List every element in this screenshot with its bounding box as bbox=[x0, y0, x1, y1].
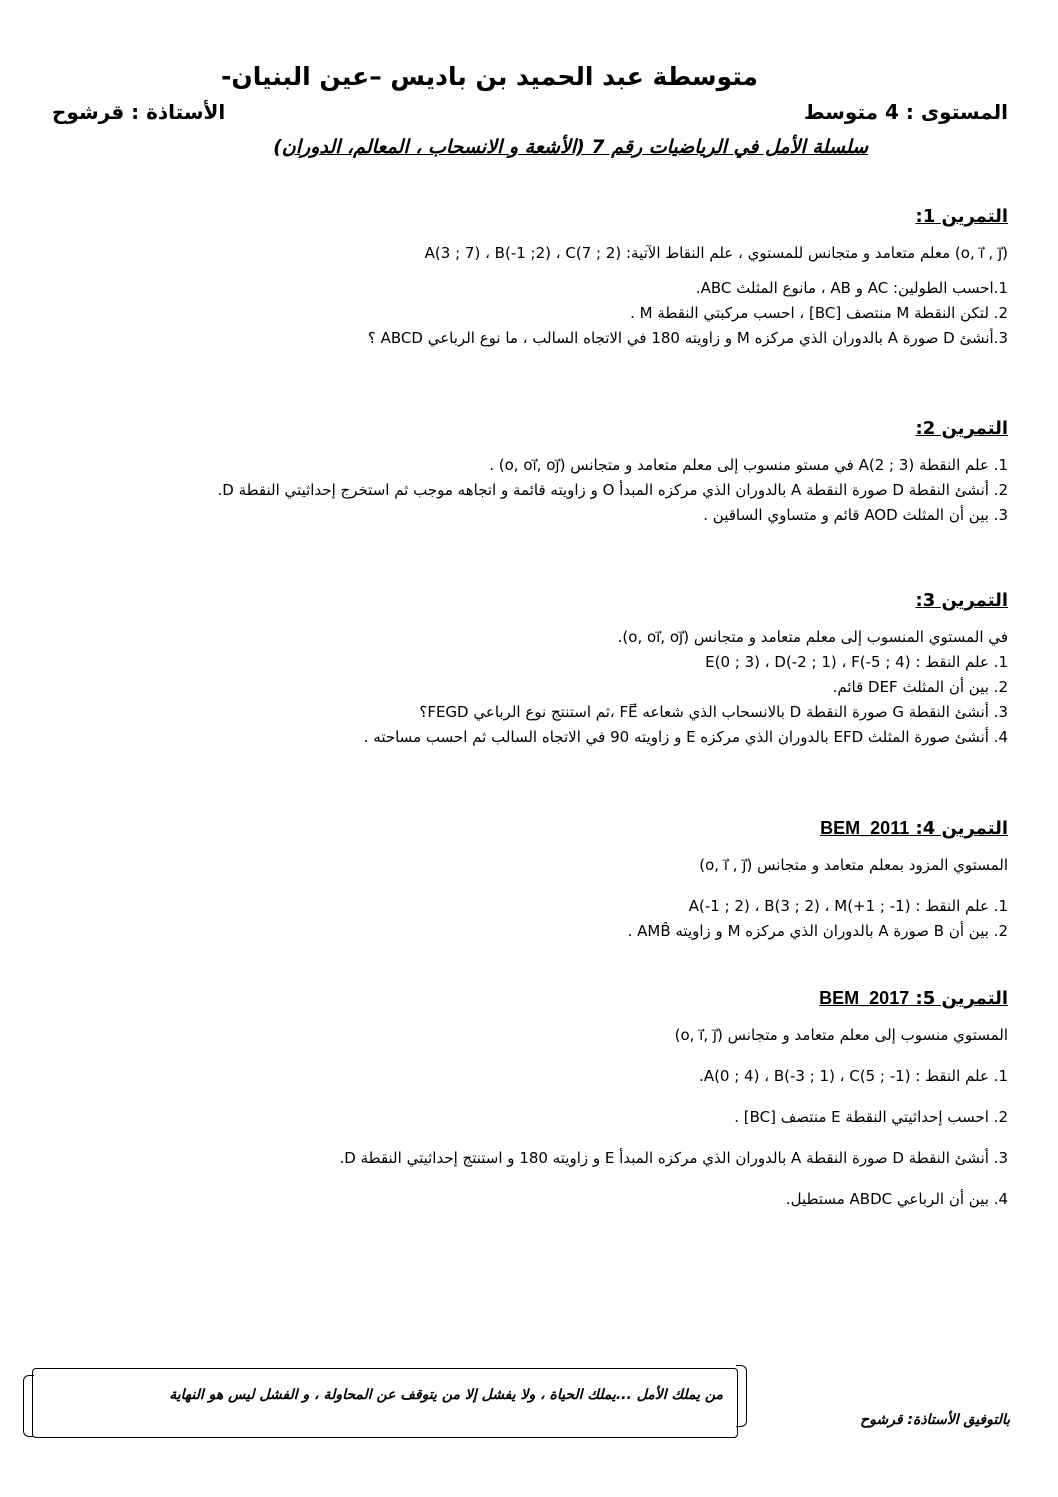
exercise-title: التمرين 2: bbox=[915, 418, 1008, 439]
exercise-line: 4. أنشئ صورة المثلث EFD بالدوران الذي مركزه E و زاويته 90 في الاتجاه السالب ثم احسب مساحته . bbox=[363, 728, 1008, 746]
exercise-line: 2. بين أن المثلث DEF قائم. bbox=[832, 678, 1008, 696]
exercise-line: 3. أنشئ النقطة G صورة النقطة D بالانسحاب الذي شعاعه FE⃗ ،ثم استنتج نوع الرباعي FEGD؟ bbox=[419, 703, 1008, 721]
exercise-line: 1.احسب الطولين: AC و AB ، مانوع المثلث ABC. bbox=[695, 279, 1008, 297]
bem-year: BEM_2017 bbox=[819, 988, 910, 1008]
grade-level: المستوى : 4 متوسط bbox=[803, 100, 1008, 124]
exercise-line: المستوي المزود بمعلم متعامد و متجانس (o, i⃗ , j⃗) bbox=[699, 856, 1008, 874]
quote-scroll-box bbox=[32, 1368, 738, 1438]
exercise-line: 3.أنشئ D صورة A بالدوران الذي مركزه M و زاويته 180 في الاتجاه السالب ، ما نوع الرباعي ABCD ؟ bbox=[367, 329, 1008, 347]
exercise-line: 1. علم النقطة A(2 ; 3) في مستو منسوب إلى معلم متعامد و متجانس (o, oı⃗, oȷ⃗) . bbox=[489, 456, 1008, 474]
exercise-title: التمرين 1: bbox=[915, 206, 1008, 227]
exercise-line: 2. أنشئ النقطة D صورة النقطة A بالدوران الذي مركزه المبدأ O و زاويته قائمة و اتجاهه موجب ثم استخرج إحداثيتي النقطة D. bbox=[217, 481, 1008, 499]
exercise-line: 1. علم النقط : A(0 ; 4) ، B(-3 ; 1) ، C(5 ; -1). bbox=[699, 1067, 1008, 1085]
exercise-1 bbox=[48, 206, 1008, 351]
teacher-name: الأستاذة : قرشوح bbox=[52, 100, 226, 124]
exercise-title: التمرين 3: bbox=[915, 590, 1008, 611]
bem-year: BEM_2011 bbox=[820, 818, 910, 838]
exercise-4 bbox=[48, 818, 1008, 944]
signature: بالتوفيق الأستاذة: قرشوح bbox=[860, 1412, 1010, 1428]
exercise-line: 1. علم النقط : E(0 ; 3) ، D(-2 ; 1) ، F(-5 ; 4) bbox=[705, 653, 1008, 671]
exercise-line: 3. بين أن المثلث AOD قائم و متساوي الساقين . bbox=[703, 506, 1008, 524]
exercise-line: 2. بين أن B صورة A بالدوران الذي مركزه M و زاويته AMB̂ . bbox=[627, 922, 1008, 940]
exercise-title-text: التمرين 5: bbox=[915, 988, 1008, 1009]
exercise-line: 1. علم النقط : A(-1 ; 2) ، B(3 ; 2) ، M(+1 ; -1) bbox=[688, 897, 1008, 915]
exercise-title bbox=[48, 988, 1008, 1009]
exercise-line: 2. احسب إحداثيتي النقطة E منتصف [BC] . bbox=[734, 1108, 1008, 1126]
motivational-quote: من يملك الأمل ...يملك الحياة ، ولا يفشل إلا من يتوقف عن المحاولة ، و الفشل ليس هو النهاية bbox=[169, 1387, 723, 1403]
exercise-line: في المستوي المنسوب إلى معلم متعامد و متجانس (o, oı⃗, oȷ⃗). bbox=[617, 628, 1008, 646]
exercise-line: (o, i⃗ , j⃗) معلم متعامد و متجانس للمستوي ، علم النقاط الآتية: A(3 ; 7) ، B(-1 ;2) ، C(7 ; 2) bbox=[424, 244, 1008, 262]
school-name: متوسطة عبد الحميد بن باديس –عين البنيان- bbox=[221, 62, 758, 91]
series-title: سلسلة الأمل في الرياضيات رقم 7 (الأشعة و الانسحاب ، المعالم، الدوران) bbox=[273, 136, 868, 158]
exercise-line: 4. بين أن الرباعي ABDC مستطيل. bbox=[785, 1190, 1008, 1208]
exercise-title bbox=[48, 818, 1008, 839]
exercise-5 bbox=[48, 988, 1008, 1212]
exercise-line: 2. لتكن النقطة M منتصف [BC] ، احسب مركبتي النقطة M . bbox=[630, 304, 1008, 322]
exercise-line: المستوي منسوب إلى معلم متعامد و متجانس (o, ı⃗, ȷ⃗) bbox=[674, 1026, 1008, 1044]
exercise-3 bbox=[48, 590, 1008, 750]
exercise-title-text: التمرين 4: bbox=[915, 818, 1008, 839]
exercise-2 bbox=[48, 418, 1008, 528]
exercise-line: 3. أنشئ النقطة D صورة النقطة A بالدوران الذي مركزه المبدأ E و زاويته 180 و استنتج إحداثيتي النقطة D. bbox=[339, 1149, 1008, 1167]
